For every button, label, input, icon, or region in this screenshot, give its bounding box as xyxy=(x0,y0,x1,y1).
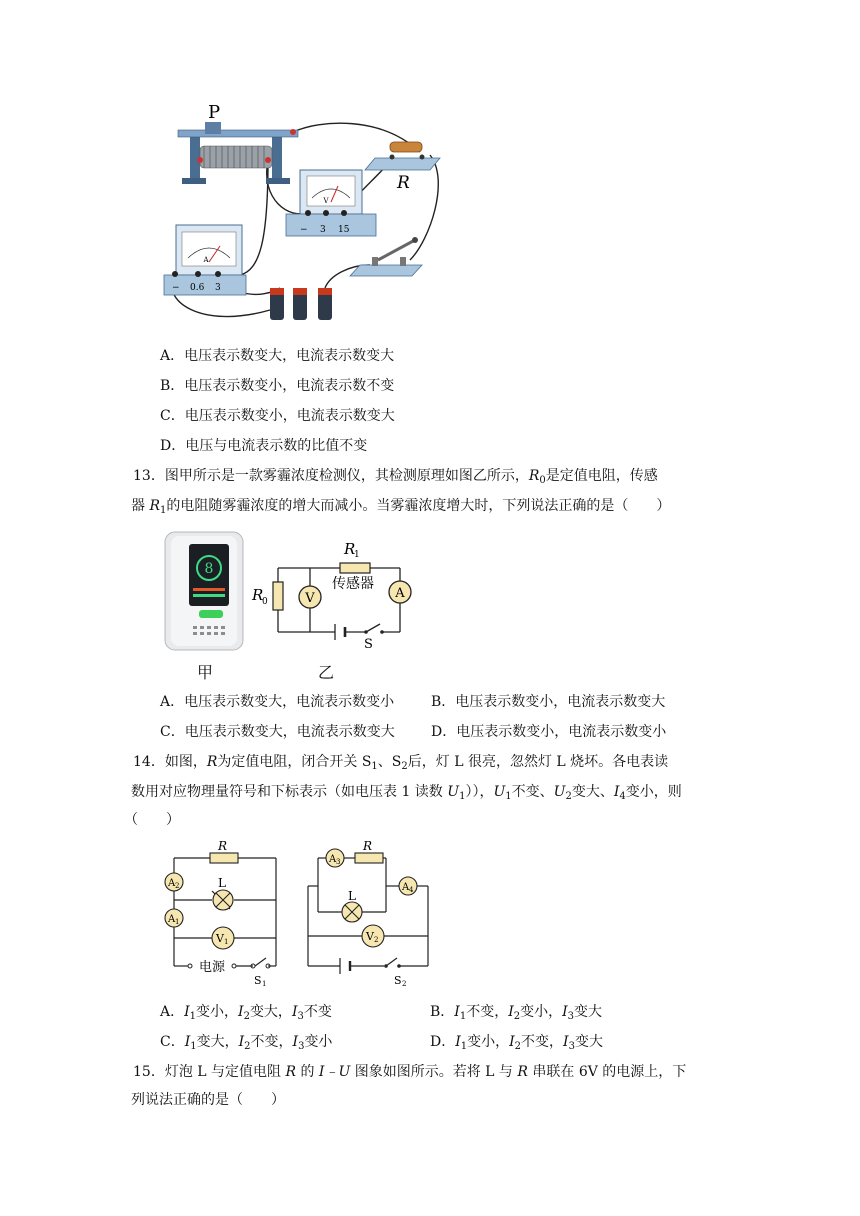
text: 的电阻随雾霾浓度的增大而减小。当雾霾浓度增大时，下列说法正确的是（ ） xyxy=(166,498,671,514)
var: R xyxy=(285,1064,297,1080)
voltmeter-terminal: 15 xyxy=(338,225,350,235)
q14-stem-line1 xyxy=(133,752,668,777)
text: 变小， xyxy=(520,1004,563,1020)
q15-stem-line1 xyxy=(133,1062,686,1082)
text: 15．灯泡 L 与定值电阻 xyxy=(133,1064,286,1080)
var: I xyxy=(509,1034,515,1050)
text: 不变、 xyxy=(511,784,554,800)
slider-p xyxy=(205,122,221,134)
label-s: S xyxy=(364,637,373,650)
subscript: 1 xyxy=(460,1041,468,1052)
subscript: 3 xyxy=(297,1011,304,1022)
resistor-r1 xyxy=(340,563,370,573)
var: I xyxy=(291,1004,298,1020)
q13-stem-line2 xyxy=(131,496,670,521)
subscript: 1 xyxy=(371,761,378,772)
text: 不变 xyxy=(303,1004,332,1020)
subscript: 3 xyxy=(568,1041,575,1052)
text: 数用对应物理量符号和下标表示（如电压表 1 读数 xyxy=(131,784,448,800)
text: 不变， xyxy=(521,1034,564,1050)
label-a: A xyxy=(395,586,405,601)
var: I﹣U xyxy=(318,1064,351,1080)
var: R xyxy=(149,498,160,514)
resistor-r xyxy=(210,853,238,863)
text: 变小 xyxy=(304,1034,333,1050)
wire xyxy=(410,155,438,260)
label-v2-sub: 2 xyxy=(374,936,379,944)
text: 不变， xyxy=(250,1034,293,1050)
q13-option-b: B．电压表示数变小，电流表示数变大 xyxy=(431,694,666,710)
var: I xyxy=(184,1004,190,1020)
screen-value: 8 xyxy=(204,561,214,577)
text: 是定值电阻，传感 xyxy=(545,468,658,484)
label-p: P xyxy=(208,102,221,123)
label-s1-sub: 1 xyxy=(262,980,267,988)
label-a2-sub: 2 xyxy=(175,882,180,890)
text: 变大 xyxy=(574,1034,603,1050)
subscript: 3 xyxy=(298,1041,305,1052)
ammeter-terminal: − xyxy=(172,283,180,293)
var: U xyxy=(447,784,460,800)
text: 变大、 xyxy=(571,784,614,800)
q13-detector-device xyxy=(163,530,247,655)
text: 图象如图所示。若将 L 与 xyxy=(350,1064,518,1080)
subscript: 2 xyxy=(565,791,572,802)
label-r1-sub: 1 xyxy=(354,550,360,560)
label-r0-sub: 0 xyxy=(262,597,268,607)
var: I xyxy=(238,1034,245,1050)
text: 为定值电阻，闭合开关 S xyxy=(217,754,372,770)
q13-option-c: C．电压表示数变大，电流表示数变大 xyxy=(160,724,395,740)
text: 、S xyxy=(377,754,402,770)
subscript: 2 xyxy=(243,1011,250,1022)
subscript: 2 xyxy=(401,761,408,772)
ammeter xyxy=(164,225,246,295)
text: 变大， xyxy=(249,1004,292,1020)
knife-switch xyxy=(350,237,422,276)
q15-stem-line2: 列说法正确的是（ ） xyxy=(131,1092,285,1108)
var: I xyxy=(238,1004,244,1020)
subscript: 1 xyxy=(505,791,512,802)
q12-option-c: C．电压表示数变小，电流表示数变大 xyxy=(160,408,395,424)
q13-stem-line1 xyxy=(133,466,658,491)
text: 后，灯 L 很亮，忽然灯 L 烧坏。各电表读 xyxy=(407,754,669,770)
var: I xyxy=(292,1034,299,1050)
label-r0: R xyxy=(252,586,264,604)
text: 14．如图， xyxy=(133,754,207,770)
fig-label-yi: 乙 xyxy=(318,663,335,682)
label-s2: S xyxy=(394,974,402,987)
label-a4: A xyxy=(402,882,410,893)
label-v1: V xyxy=(216,932,224,945)
batteries xyxy=(270,288,332,320)
text: C． xyxy=(160,1034,185,1050)
voltmeter xyxy=(286,170,376,236)
text: 不变， xyxy=(466,1004,509,1020)
label-sensor: 传感器 xyxy=(332,576,374,592)
label-r: R xyxy=(218,839,228,853)
label-source: 电源 xyxy=(199,960,226,975)
subscript: 1 xyxy=(459,1011,467,1022)
label-a3: A xyxy=(329,854,337,865)
var: I xyxy=(562,1004,568,1020)
subscript: 1 xyxy=(189,1011,197,1022)
q14-option-b xyxy=(430,1002,602,1027)
q12-option-d: D．电压与电流表示数的比值不变 xyxy=(160,438,368,454)
text: 变小， xyxy=(196,1004,239,1020)
label-a4-sub: 4 xyxy=(409,886,414,894)
label-v: V xyxy=(305,591,315,606)
q13-option-a: A．电压表示数变大，电流表示数变小 xyxy=(160,694,395,710)
label-r: R xyxy=(397,173,410,193)
var: I xyxy=(455,1034,461,1050)
label-v1-sub: 1 xyxy=(224,938,229,946)
var: U xyxy=(553,784,566,800)
text: 串联在 6V 的电源上，下 xyxy=(527,1064,687,1080)
subscript: 1 xyxy=(190,1041,197,1052)
subscript: 3 xyxy=(567,1011,575,1022)
ammeter-terminal: 0.6 xyxy=(190,283,205,293)
q14-right-circuit xyxy=(300,838,435,988)
q14-option-d xyxy=(430,1032,603,1057)
text: 变小， xyxy=(467,1034,510,1050)
q12-option-a: A．电压表示数变大，电流表示数变大 xyxy=(160,348,395,364)
label-l: L xyxy=(218,876,226,890)
q13-circuit-diagram xyxy=(248,530,418,650)
var: U xyxy=(493,784,506,800)
var: I xyxy=(454,1004,460,1020)
subscript: 1 xyxy=(459,791,466,802)
subscript: 2 xyxy=(513,1011,521,1022)
text: 变小，则 xyxy=(625,784,682,800)
q14-stem-line2 xyxy=(131,782,682,807)
subscript: 2 xyxy=(514,1041,522,1052)
text: ））， xyxy=(465,784,494,800)
wire xyxy=(240,160,268,275)
var: I xyxy=(184,1034,191,1050)
q14-stem-line3: （ ） xyxy=(124,812,180,828)
fig-label-jia: 甲 xyxy=(197,663,214,682)
text: D． xyxy=(430,1034,456,1050)
voltmeter-terminal: − xyxy=(300,225,308,235)
text: 变大， xyxy=(196,1034,239,1050)
resistor-r xyxy=(355,853,383,863)
label-a2: A xyxy=(168,878,176,889)
q13-option-d: D．电压表示数变小，电流表示数变小 xyxy=(431,724,667,740)
label-s2-sub: 2 xyxy=(402,980,407,988)
var: R xyxy=(206,754,218,770)
text: 器 xyxy=(131,498,150,514)
label-r: R xyxy=(363,839,373,853)
var: I xyxy=(508,1004,514,1020)
text: 13．图甲所示是一款雾霾浓度检测仪，其检测原理如图乙所示， xyxy=(133,468,529,484)
subscript: 1 xyxy=(160,505,167,516)
label-a1-sub: 1 xyxy=(175,918,180,926)
subscript: 4 xyxy=(619,791,626,802)
label-v2: V xyxy=(366,930,374,943)
ammeter-terminal: 3 xyxy=(215,283,221,293)
voltmeter-terminal: 3 xyxy=(320,225,326,235)
subscript: 0 xyxy=(539,475,546,486)
subscript: 2 xyxy=(244,1041,251,1052)
text: 变大 xyxy=(574,1004,603,1020)
label-a1: A xyxy=(168,914,176,925)
q14-option-a xyxy=(160,1002,332,1027)
resistor-r xyxy=(365,142,440,170)
q12-option-b: B．电压表示数变小，电流表示数不变 xyxy=(160,378,395,394)
var: R xyxy=(517,1064,528,1080)
label-a3-sub: 3 xyxy=(336,858,341,866)
text: A． xyxy=(160,1004,185,1020)
rheostat xyxy=(178,122,298,184)
voltmeter-letter: V xyxy=(323,197,329,205)
q12-apparatus-figure xyxy=(160,100,460,330)
var: I xyxy=(563,1034,569,1050)
var: I xyxy=(613,784,620,800)
var: R xyxy=(528,468,540,484)
label-s1: S xyxy=(254,974,262,987)
label-r1: R xyxy=(344,540,356,558)
q14-left-circuit xyxy=(158,838,283,988)
resistor-r0 xyxy=(273,582,283,610)
q14-option-c xyxy=(160,1032,332,1057)
ammeter-letter: A xyxy=(203,256,209,264)
text: B． xyxy=(430,1004,455,1020)
text: 的 xyxy=(296,1064,319,1080)
label-l: L xyxy=(348,889,356,903)
